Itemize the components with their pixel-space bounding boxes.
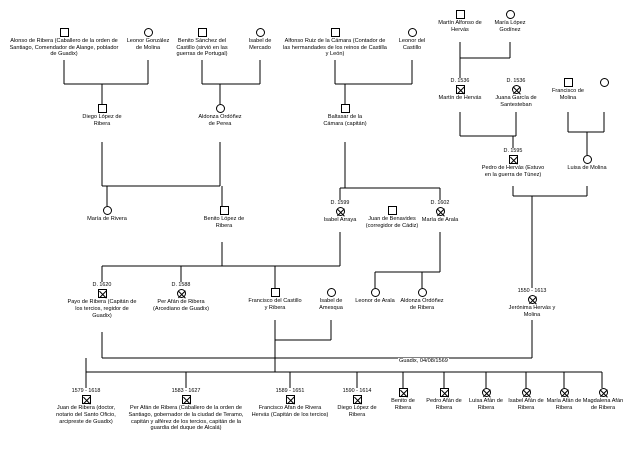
person-node[interactable] [126, 388, 246, 432]
person-date: D. 1595 [503, 148, 523, 154]
person-date: D. 1599 [330, 200, 350, 206]
person-label: Francisco Afan de Rivera Hervás (Capitán de los tercios) [251, 405, 329, 418]
person-label: Per Afán de Ribera (Caballero de la orden de Santiago, gobernador de la ciudad de Teramo, capitán y alférez de los tercios, capitán de la guardia del duque de Alcalá) [128, 405, 244, 432]
person-label: Leonor de Arala [355, 298, 395, 304]
female-symbol-icon[interactable] [512, 85, 521, 94]
person-node[interactable] [582, 388, 624, 411]
person-date: 1590 - 1614 [342, 388, 372, 394]
person-label: Martín Alfonso de Hervás [438, 20, 482, 33]
person-label: Per Afán de Ribera (Arcediano de Guadix) [153, 299, 209, 312]
person-date: 1583 - 1627 [171, 388, 201, 394]
person-label: Pedro de Hervás (Estuvo en la guerra de Túnez) [481, 165, 545, 178]
person-label: Francisco del Castillo y Ribera [248, 298, 302, 311]
person-label: Isabel Afán de Ribera [508, 398, 544, 411]
person-date: D. 1620 [92, 282, 112, 288]
male-symbol-icon[interactable] [82, 395, 91, 404]
person-date: 1550 - 1613 [517, 288, 547, 294]
person-node[interactable] [320, 104, 370, 127]
male-symbol-icon[interactable] [456, 85, 465, 94]
person-label: María López Godínez [494, 20, 526, 33]
person-node[interactable] [487, 10, 533, 33]
person-date: 1579 - 1618 [71, 388, 101, 394]
person-node[interactable] [78, 104, 126, 127]
person-label: María Afán de Ribera [546, 398, 582, 411]
male-symbol-icon[interactable] [271, 288, 280, 297]
male-symbol-icon[interactable] [388, 206, 397, 215]
person-label: Martín de Hervás [438, 95, 482, 102]
person-label: Leonor del Castillo [398, 38, 426, 51]
female-symbol-icon[interactable] [177, 289, 186, 298]
person-label: Isabel de Amesqua [319, 298, 343, 311]
male-symbol-icon[interactable] [98, 104, 107, 113]
person-node[interactable] [418, 200, 462, 224]
person-node[interactable] [504, 288, 560, 319]
female-symbol-icon[interactable] [144, 28, 153, 37]
person-label: Aldonza Ordóñez de Perea [198, 114, 242, 127]
person-date: D. 1602 [430, 200, 450, 206]
person-label: Alfonso Ruiz de la Cámara (Contador de las hermandades de los reinos de Castilla y León) [283, 38, 387, 58]
person-label: Benito de Ribera [391, 398, 415, 411]
female-symbol-icon[interactable] [528, 295, 537, 304]
person-date: D. 1536 [506, 78, 526, 84]
male-symbol-icon[interactable] [198, 28, 207, 37]
person-node[interactable] [437, 10, 483, 33]
person-node[interactable] [566, 155, 608, 172]
person-node[interactable] [398, 288, 446, 311]
person-node[interactable] [355, 288, 395, 305]
person-label: Diego López de Ribera [82, 114, 122, 127]
person-label: Juana García de Santesteban [495, 95, 537, 108]
person-label: Juan de Ribera (doctor, notario del Santo Oficio, arcipreste de Guadix) [56, 405, 116, 425]
person-node[interactable] [546, 78, 590, 101]
female-symbol-icon[interactable] [599, 388, 608, 397]
person-node[interactable] [544, 388, 584, 411]
person-label: Isabel Arraya [323, 217, 357, 224]
person-date: D. 1536 [450, 78, 470, 84]
male-symbol-icon[interactable] [341, 104, 350, 113]
person-node[interactable] [310, 288, 352, 311]
female-symbol-icon[interactable] [482, 388, 491, 397]
person-node[interactable] [318, 200, 362, 224]
person-label: Luisa Afán de Ribera [469, 398, 503, 411]
female-symbol-icon[interactable] [371, 288, 380, 297]
female-symbol-icon[interactable] [436, 207, 445, 216]
person-node[interactable] [437, 78, 483, 102]
female-symbol-icon[interactable] [103, 206, 112, 215]
person-node[interactable] [283, 28, 387, 58]
female-symbol-icon[interactable] [327, 288, 336, 297]
female-symbol-icon[interactable] [418, 288, 427, 297]
female-symbol-icon[interactable] [336, 207, 345, 216]
female-symbol-icon[interactable] [256, 28, 265, 37]
male-symbol-icon[interactable] [509, 155, 518, 164]
male-symbol-icon[interactable] [331, 28, 340, 37]
person-label: Jerónima Hervás y Molina [508, 305, 556, 318]
person-date: D. 1588 [171, 282, 191, 288]
male-symbol-icon[interactable] [440, 388, 449, 397]
person-label: María de Arala [421, 217, 459, 224]
person-label: Benito López de Ribera [203, 216, 245, 229]
person-label: Leonor González de Molina [126, 38, 170, 51]
person-label: Alonso de Ribera (Caballero de la orden de Santiago, Comendador de Alange, poblador de Guadix) [9, 38, 119, 58]
person-node[interactable] [480, 148, 546, 179]
person-label: Aldonza Ordóñez de Ribera [400, 298, 444, 311]
person-node[interactable] [248, 288, 302, 311]
person-node[interactable] [250, 388, 330, 419]
person-label: Benito Sánchez del Castillo (sirvió en las guerras de Portugal) [176, 38, 228, 58]
person-node[interactable] [200, 206, 248, 229]
person-label: Pedro Afán de Ribera [426, 398, 462, 411]
person-node[interactable] [196, 104, 244, 127]
male-symbol-icon[interactable] [456, 10, 465, 19]
person-node[interactable] [362, 206, 422, 229]
person-label: Diego López de Ribera [337, 405, 377, 418]
person-node[interactable] [384, 388, 422, 411]
person-date: 1589 - 1651 [275, 388, 305, 394]
female-symbol-icon[interactable] [216, 104, 225, 113]
person-node[interactable] [85, 206, 129, 223]
person-label: Juan de Benavides (corregidor de Cádiz) [365, 216, 419, 229]
person-label: María de Rivera [87, 216, 127, 222]
person-node[interactable] [424, 388, 464, 411]
person-node[interactable] [168, 28, 236, 58]
person-node[interactable] [66, 282, 138, 319]
person-node[interactable] [592, 78, 616, 88]
male-symbol-icon[interactable] [98, 289, 107, 298]
person-label: Francisco de Molina [551, 88, 585, 101]
person-label: Isabel de Mercado [248, 38, 272, 51]
male-symbol-icon[interactable] [353, 395, 362, 404]
female-symbol-icon[interactable] [560, 388, 569, 397]
male-symbol-icon[interactable] [286, 395, 295, 404]
male-symbol-icon[interactable] [220, 206, 229, 215]
person-label: Payo de Ribera (Capitán de los tercios, regidor de Guadix) [67, 299, 137, 319]
person-node[interactable] [152, 282, 210, 313]
marriage-date-label: Guadix, 04/08/1569 [399, 358, 448, 364]
person-node[interactable] [490, 78, 542, 109]
female-symbol-icon[interactable] [522, 388, 531, 397]
person-node[interactable] [466, 388, 506, 411]
female-symbol-icon[interactable] [600, 78, 609, 87]
person-node[interactable] [506, 388, 546, 411]
male-symbol-icon[interactable] [182, 395, 191, 404]
person-label: Luisa de Molina [567, 165, 607, 171]
person-node[interactable] [8, 28, 120, 58]
female-symbol-icon[interactable] [506, 10, 515, 19]
male-symbol-icon[interactable] [564, 78, 573, 87]
person-node[interactable] [50, 388, 122, 425]
person-label: Magdalena Afán de Ribera [582, 398, 624, 411]
person-node[interactable] [240, 28, 280, 51]
person-node[interactable] [390, 28, 434, 51]
male-symbol-icon[interactable] [399, 388, 408, 397]
person-node[interactable] [124, 28, 172, 51]
male-symbol-icon[interactable] [60, 28, 69, 37]
person-label: Baltasar de la Cámara (capitán) [323, 114, 367, 127]
female-symbol-icon[interactable] [408, 28, 417, 37]
person-node[interactable] [334, 388, 380, 419]
female-symbol-icon[interactable] [583, 155, 592, 164]
